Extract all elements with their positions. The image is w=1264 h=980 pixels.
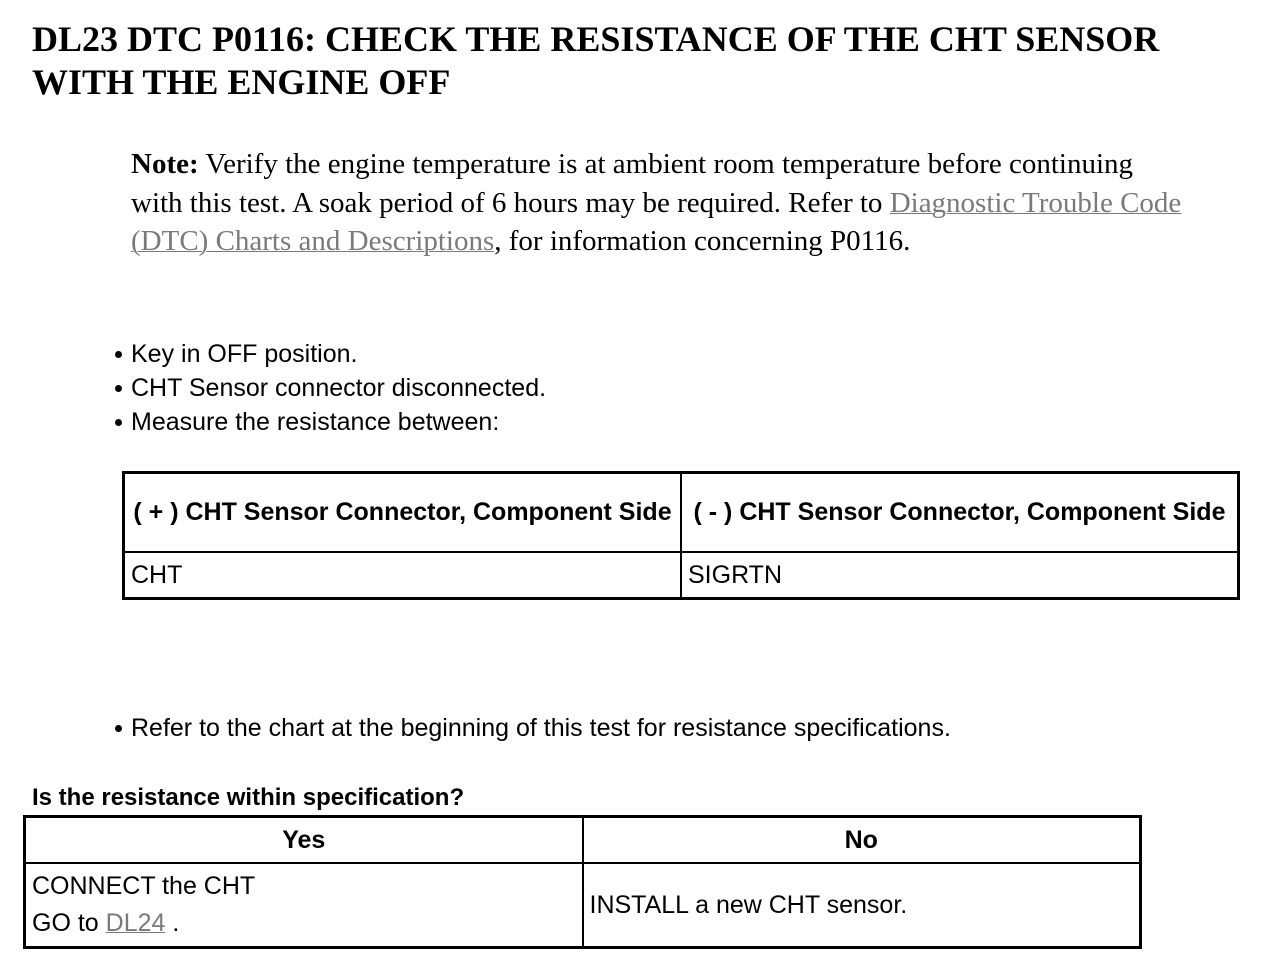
- negative-lead-header: ( - ) CHT Sensor Connector, Component Side: [681, 473, 1239, 553]
- dl24-link[interactable]: DL24: [105, 909, 166, 937]
- positive-lead-header: ( + ) CHT Sensor Connector, Component Side: [124, 473, 682, 553]
- note-text-end: , for information concerning P0116.: [494, 225, 911, 257]
- page-title: DL23 DTC P0116: CHECK THE RESISTANCE OF THE CHT SENSOR WITH THE ENGINE OFF: [32, 19, 1160, 102]
- yes-action-cell: [25, 863, 583, 948]
- negative-lead-cell: SIGRTN: [681, 552, 1239, 599]
- dtc-charts-link[interactable]: Diagnostic Trouble Code (DTC) Charts and Descriptions: [131, 186, 1182, 257]
- table-row: [25, 863, 1141, 948]
- no-header: No: [583, 817, 1141, 864]
- positive-lead-cell: CHT: [124, 552, 682, 599]
- table-row: [124, 552, 1239, 599]
- table-header-row: [124, 473, 1239, 553]
- list-item: CHT Sensor connector disconnected.: [112, 371, 546, 405]
- yes-action-line: CONNECT the CHT: [32, 872, 256, 900]
- list-item: Measure the resistance between:: [112, 405, 546, 439]
- list-item: Key in OFF position.: [112, 337, 546, 371]
- yes-goto-end: .: [165, 909, 180, 937]
- spec-reference-bullet: Refer to the chart at the beginning of this test for resistance specifications.: [112, 711, 951, 745]
- note-label: Note:: [131, 148, 199, 180]
- setup-steps-list: [112, 337, 546, 439]
- note-text: Verify the engine temperature is at ambient room temperature before continuing with this test. A soak period of 6 hours may be required. Refer to: [131, 148, 1134, 219]
- table-header-row: [25, 817, 1141, 864]
- result-table: [23, 815, 1142, 949]
- no-action-cell: INSTALL a new CHT sensor.: [583, 863, 1141, 948]
- measurement-table: [122, 471, 1240, 600]
- note-paragraph: [131, 145, 1191, 261]
- yes-header: Yes: [25, 817, 583, 864]
- yes-goto-text: GO to: [32, 909, 106, 937]
- test-question: Is the resistance within specification?: [32, 784, 465, 811]
